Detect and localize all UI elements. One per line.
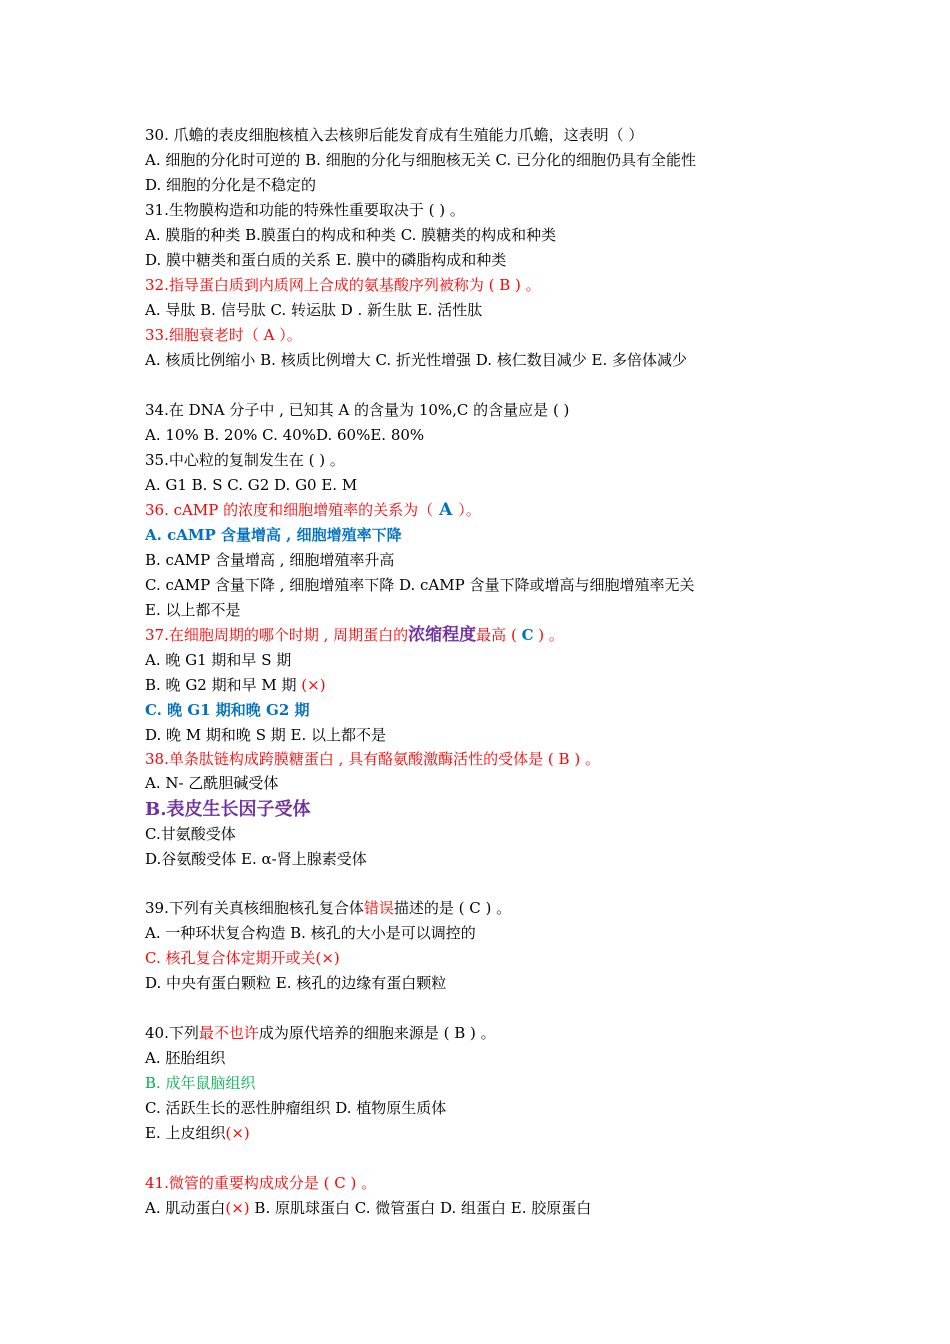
q40-stem-text: 40.下列 bbox=[145, 1024, 199, 1042]
q37-option-c: C. 晚 G1 期和晚 G2 期 bbox=[145, 701, 310, 719]
q37-stem-text: 37.在细胞周期的哪个时期 , 周期蛋白的 bbox=[145, 626, 409, 644]
q39-stem-end: 描述的是 ( C ) 。 bbox=[393, 899, 512, 917]
q36-stem-text: 36. cAMP 的浓度和细胞增殖率的关系为（ bbox=[145, 501, 434, 519]
q38-option-de: D.谷氨酸受体 E. α-肾上腺素受体 bbox=[145, 850, 367, 868]
q38-option-c: C.甘氨酸受体 bbox=[145, 825, 236, 843]
q37-stem-mid: 最高 ( bbox=[476, 626, 522, 644]
q36-option-a: A. cAMP 含量增高 , 细胞增殖率下降 bbox=[145, 526, 402, 544]
q40-option-e-text: E. 上皮组织 bbox=[145, 1124, 226, 1142]
q41-option-a-wrong-mark: (×) bbox=[225, 1199, 250, 1217]
q40-option-cd: C. 活跃生长的恶性肿瘤组织 D. 植物原生质体 bbox=[145, 1099, 447, 1117]
q31-options-2: D. 膜中糖类和蛋白质的关系 E. 膜中的磷脂构成和种类 bbox=[145, 251, 507, 269]
q35-stem: 35.中心粒的复制发生在 ( ) 。 bbox=[145, 451, 345, 469]
q37-option-b bbox=[145, 673, 326, 698]
q40-stem-emphasis: 最不也许 bbox=[198, 1024, 259, 1042]
q32-stem: 32.指导蛋白质到内质网上合成的氨基酸序列被称为 ( B ) 。 bbox=[145, 276, 541, 294]
q37-option-b-text: B. 晚 G2 期和早 M 期 bbox=[145, 676, 302, 694]
q36-option-e: E. 以上都不是 bbox=[145, 601, 241, 619]
q36-option-cd: C. cAMP 含量下降 , 细胞增殖率下降 D. cAMP 含量下降或增高与细胞增殖率无关 bbox=[145, 576, 695, 594]
q37-stem-emphasis: 浓缩程度 bbox=[408, 625, 477, 645]
q41-stem: 41.微管的重要构成成分是 ( C ) 。 bbox=[145, 1174, 377, 1192]
q37-stem-end: ) 。 bbox=[533, 626, 564, 644]
q39-stem bbox=[145, 896, 511, 921]
q37-answer: C bbox=[521, 626, 534, 644]
q40-stem-end: 成为原代培养的细胞来源是 ( B ) 。 bbox=[258, 1024, 496, 1042]
q38-stem: 38.单条肽链构成跨膜糖蛋白 , 具有酪氨酸激酶活性的受体是 ( B ) 。 bbox=[145, 750, 600, 768]
q31-stem: 31.生物膜构造和功能的特殊性重要取决于 ( ) 。 bbox=[145, 201, 465, 219]
q37-option-de: D. 晚 M 期和晚 S 期 E. 以上都不是 bbox=[145, 726, 386, 744]
q34-stem: 34.在 DNA 分子中 , 已知其 A 的含量为 10%,C 的含量应是 ( ) bbox=[145, 401, 570, 419]
q30-options-2: D. 细胞的分化是不稳定的 bbox=[145, 176, 317, 194]
q39-option-c: C. 核孔复合体定期开或关(×) bbox=[145, 949, 340, 967]
q36-stem-end: ）。 bbox=[458, 501, 481, 519]
q40-stem bbox=[145, 1021, 496, 1046]
q37-stem bbox=[145, 623, 564, 648]
q39-option-ab: A. 一种环状复合构造 B. 核孔的大小是可以调控的 bbox=[145, 924, 476, 942]
q41-options-rest: B. 原肌球蛋白 C. 微管蛋白 D. 组蛋白 E. 胶原蛋白 bbox=[249, 1199, 592, 1217]
q30-stem: 30. 爪蟾的表皮细胞核植入去核卵后能发育成有生殖能力爪蟾，这表明（ ） bbox=[145, 126, 644, 144]
q33-options: A. 核质比例缩小 B. 核质比例增大 C. 折光性增强 D. 核仁数目减少 E. 多倍体减少 bbox=[145, 351, 687, 369]
q37-option-a: A. 晚 G1 期和早 S 期 bbox=[145, 651, 292, 669]
q34-options: A. 10% B. 20% C. 40%D. 60%E. 80% bbox=[145, 426, 425, 444]
q41-option-a: A. 肌动蛋白 bbox=[145, 1199, 226, 1217]
q33-stem: 33.细胞衰老时（ A ）。 bbox=[145, 326, 302, 344]
q40-option-b: B. 成年鼠脑组织 bbox=[145, 1074, 256, 1092]
q38-option-a: A. N- 乙酰胆碱受体 bbox=[145, 774, 279, 792]
q40-option-a: A. 胚胎组织 bbox=[145, 1049, 226, 1067]
q39-stem-text: 39.下列有关真核细胞核孔复合体 bbox=[145, 899, 364, 917]
q40-option-e bbox=[145, 1121, 250, 1146]
q32-options: A. 导肽 B. 信号肽 C. 转运肽 D . 新生肽 E. 活性肽 bbox=[145, 301, 483, 319]
q35-options: A. G1 B. S C. G2 D. G0 E. M bbox=[145, 476, 358, 494]
q36-answer: A bbox=[439, 500, 453, 520]
q37-option-b-wrong-mark: (×) bbox=[301, 676, 326, 694]
q30-options-1: A. 细胞的分化时可逆的 B. 细胞的分化与细胞核无关 C. 已分化的细胞仍具有全能性 bbox=[145, 151, 696, 169]
q36-option-b: B. cAMP 含量增高 , 细胞增殖率升高 bbox=[145, 551, 395, 569]
q38-option-b: B.表皮生长因子受体 bbox=[145, 799, 311, 820]
q40-option-e-wrong-mark: (×) bbox=[225, 1124, 250, 1142]
q31-options-1: A. 膜脂的种类 B.膜蛋白的构成和种类 C. 膜糖类的构成和种类 bbox=[145, 226, 557, 244]
q39-stem-emphasis: 错误 bbox=[363, 899, 394, 917]
q36-stem bbox=[145, 498, 481, 523]
q41-options bbox=[145, 1196, 591, 1221]
q39-option-de: D. 中央有蛋白颗粒 E. 核孔的边缘有蛋白颗粒 bbox=[145, 974, 447, 992]
